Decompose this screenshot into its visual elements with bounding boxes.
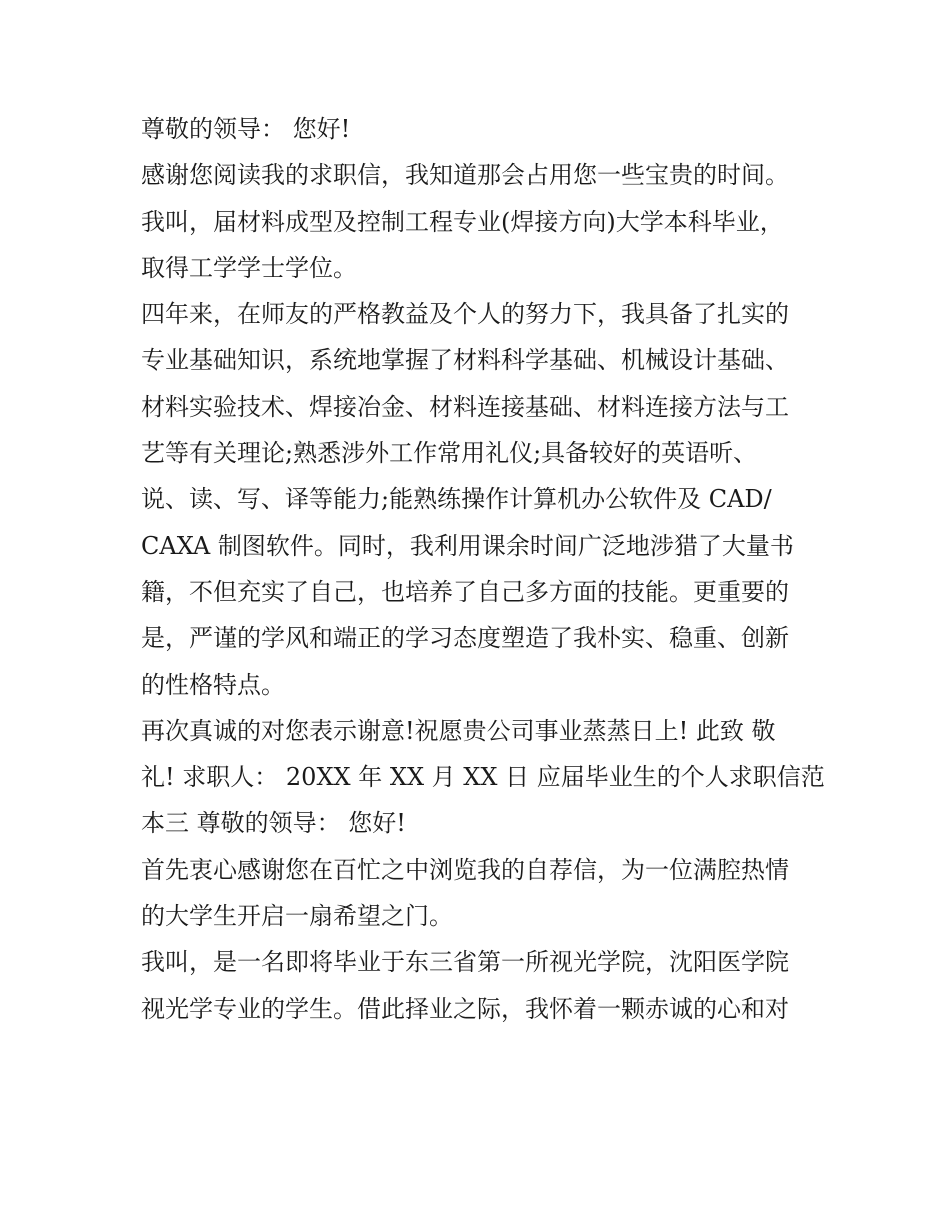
text-line: 的大学生开启一扇希望之门。 <box>141 902 453 931</box>
text-line: 艺等有关理论;熟悉涉外工作常用礼仪;具备较好的英语听、 <box>141 439 758 468</box>
letter-body <box>141 106 825 1032</box>
text-line: 是，严谨的学风和端正的学习态度塑造了我朴实、稳重、创新 <box>141 624 789 653</box>
text-line: 四年来，在师友的严格教益及个人的努力下，我具备了扎实的 <box>141 300 789 329</box>
text-line: 专业基础知识，系统地掌握了材料科学基础、机械设计基础、 <box>141 346 789 375</box>
text-line: CAXA 制图软件。同时，我利用课余时间广泛地涉猎了大量书 <box>141 531 794 560</box>
text-line: 我叫，届材料成型及控制工程专业(焊接方向)大学本科毕业， <box>141 207 784 236</box>
text-line: 再次真诚的对您表示谢意!祝愿贵公司事业蒸蒸日上! 此致 敬 <box>141 716 776 745</box>
text-line: 本三 尊敬的领导： 您好! <box>141 809 406 838</box>
text-line: 的性格特点。 <box>141 670 285 699</box>
text-line: 首先衷心感谢您在百忙之中浏览我的自荐信，为一位满腔热情 <box>141 855 789 884</box>
text-line: 感谢您阅读我的求职信，我知道那会占用您一些宝贵的时间。 <box>141 161 789 190</box>
text-line: 籍，不但充实了自己，也培养了自己多方面的技能。更重要的 <box>141 577 789 606</box>
text-line: 我叫，是一名即将毕业于东三省第一所视光学院，沈阳医学院 <box>141 948 789 977</box>
text-line: 说、读、写、译等能力;能熟练操作计算机办公软件及 CAD/ <box>141 485 772 514</box>
text-line: 材料实验技术、焊接冶金、材料连接基础、材料连接方法与工 <box>141 392 789 421</box>
text-line: 尊敬的领导： 您好! <box>141 115 351 143</box>
text-line: 取得工学学士学位。 <box>141 253 357 282</box>
text-line: 视光学专业的学生。借此择业之际，我怀着一颗赤诚的心和对 <box>141 994 789 1023</box>
text-line: 礼! 求职人： 20XX 年 XX 月 XX 日 应届毕业生的个人求职信范 <box>141 763 825 792</box>
